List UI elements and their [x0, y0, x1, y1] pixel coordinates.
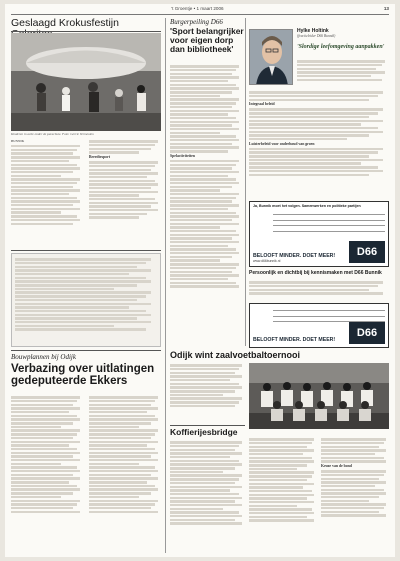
zaalvoetbal-subhead: Keuze van de bond	[321, 464, 352, 469]
masthead-paper-date: 't Groentje • 1 maart 2006	[171, 6, 224, 11]
persoonlijk-text	[249, 280, 389, 302]
column-author-role: (fractieleider D66 Bunnik)	[297, 34, 336, 39]
d66-logo-1	[349, 241, 385, 263]
celeritas-col2	[89, 139, 161, 247]
masthead-paper: 't Groentje	[171, 6, 193, 11]
coupon-1-footer: BELOOFT MINDER. DOET MEER!	[253, 253, 336, 259]
celeritas-caption: Kinderen in actie onder de parachute. Foto: Gerrie Vermeulen	[11, 132, 94, 136]
newspaper-page	[5, 4, 395, 557]
burgerpeiling-title: 'Sport belangrijker voor eigen dorp dan bibliotheek'	[170, 26, 244, 54]
column-body	[249, 90, 389, 198]
zaalvoetbal-intro-text	[170, 363, 245, 423]
column-divider-left	[165, 18, 166, 553]
odijk-kicker: Bouwplannen bij Odijk	[11, 353, 76, 361]
coupon-1-url: www.d66bunnik.nl	[253, 259, 281, 263]
column-divider-mid	[245, 18, 246, 346]
d66-coupon-2	[249, 303, 389, 348]
odijk-title: Verbazing over uitlatingen gedeputeerde Ekkers	[11, 363, 155, 388]
celeritas-col1	[11, 139, 83, 247]
odijk-col1	[11, 395, 83, 555]
d66-logo-1-text: D66	[356, 246, 378, 258]
team-photo-caption	[249, 430, 389, 434]
burgerpeiling-subhead: Spelactiviteiten	[170, 153, 195, 158]
d66-coupon-1	[249, 201, 389, 267]
koffie-text	[170, 440, 245, 555]
masthead-date: 1 maart 2006	[196, 6, 224, 11]
masthead	[11, 6, 389, 15]
results-box	[11, 253, 161, 347]
team-photo	[249, 363, 389, 429]
column-byline	[297, 29, 389, 38]
burgerpeiling-text	[170, 64, 242, 346]
coupon-1-heading: Ja, Bunnik moet het volgen. Samenwerken en politieke partijen	[253, 204, 361, 208]
column-subhead-1: Integraal beleid	[249, 102, 275, 107]
column-intro	[297, 59, 389, 89]
celeritas-title-rule	[11, 31, 161, 32]
koffie-top-rule	[170, 425, 245, 426]
celeritas-lead-name: BUNNIK	[11, 139, 25, 143]
odijk-top-rule	[11, 350, 161, 351]
celeritas-title: Geslaagd Krokusfestijn	[11, 17, 119, 29]
author-portrait	[249, 29, 293, 85]
zaalvoetbal-col2	[321, 437, 389, 555]
column-title: 'Slordige leefomgeving aanpakken'	[297, 44, 385, 50]
column-author: Hylke Holtink	[297, 28, 329, 34]
celeritas-subhead: Breedtesport	[89, 155, 111, 160]
burgerpeiling-kicker: Burgerpeiling D66	[170, 18, 223, 26]
zaalvoetbal-title: Odijk wint zaalvoetbaltoernooi	[170, 350, 301, 360]
d66-logo-2-text: D66	[356, 327, 378, 339]
column-subhead-2: Luisterbeleid voor onderhoud van groen	[249, 141, 315, 146]
page-number: 13	[383, 6, 389, 11]
persoonlijk-title: Persoonlijk en dichtbij bij kennismaken met D66 Bunnik	[249, 270, 382, 276]
celeritas-bottom-rule	[11, 250, 161, 251]
celeritas-photo	[11, 33, 161, 131]
odijk-col2	[89, 395, 161, 555]
zaalvoetbal-col1	[249, 437, 317, 555]
d66-logo-2	[349, 322, 385, 344]
koffie-title: Koffierijesbridge	[170, 427, 238, 437]
coupon-2-footer: BELOOFT MINDER. DOET MEER!	[253, 337, 336, 343]
